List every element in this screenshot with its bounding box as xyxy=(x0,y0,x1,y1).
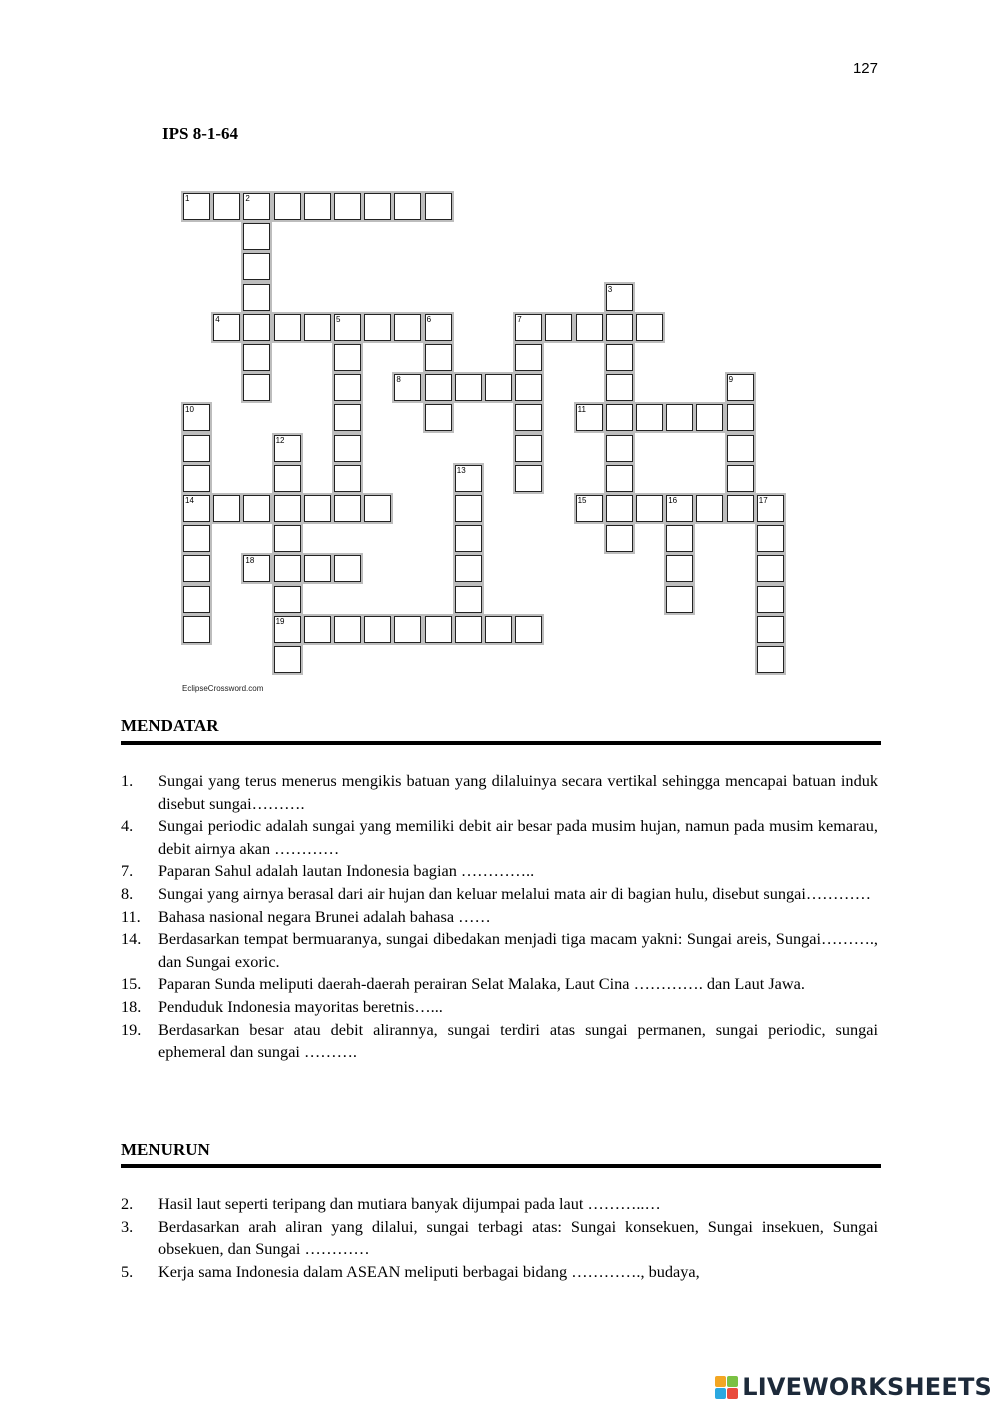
crossword-clue-number: 14 xyxy=(185,496,194,505)
clue-item xyxy=(121,883,878,906)
crossword-clue-number: 7 xyxy=(517,314,522,324)
crossword-cell[interactable] xyxy=(666,404,693,431)
crossword-cell[interactable] xyxy=(243,284,270,311)
crossword-cell[interactable] xyxy=(243,193,270,220)
crossword-cell[interactable] xyxy=(515,435,542,462)
crossword-cell[interactable] xyxy=(394,616,421,643)
crossword-cell[interactable] xyxy=(455,374,482,401)
crossword-clue-number: 6 xyxy=(426,314,432,324)
crossword-cell[interactable] xyxy=(213,193,240,220)
clue-number: 4. xyxy=(121,816,134,836)
crossword-cell[interactable] xyxy=(757,525,784,552)
crossword-cell[interactable] xyxy=(606,465,633,492)
crossword-clue-number: 16 xyxy=(668,496,678,505)
crossword-cell[interactable] xyxy=(576,495,603,522)
crossword-cell[interactable] xyxy=(757,616,784,643)
crossword-cell[interactable] xyxy=(213,314,240,341)
clue-number: 14. xyxy=(121,929,142,949)
crossword-clue-number: 11 xyxy=(577,405,586,415)
clue-item xyxy=(121,996,878,1019)
crossword-cell[interactable] xyxy=(757,495,784,522)
crossword-clue-number: 12 xyxy=(275,435,285,445)
clue-item xyxy=(121,1193,878,1216)
clue-number: 15. xyxy=(121,974,142,994)
crossword-cell[interactable] xyxy=(274,555,301,582)
crossword-cell[interactable] xyxy=(606,344,633,371)
clue-text: Bahasa nasional negara Brunei adalah bahasa …… xyxy=(158,906,491,926)
crossword-cell[interactable] xyxy=(304,314,331,341)
crossword-cell[interactable] xyxy=(455,586,482,613)
crossword-cell[interactable] xyxy=(364,616,391,643)
crossword-cell[interactable] xyxy=(183,465,210,492)
crossword-cell[interactable] xyxy=(515,374,542,401)
crossword-cell[interactable] xyxy=(243,555,270,582)
crossword-cell[interactable] xyxy=(425,374,452,401)
logo-square xyxy=(727,1388,738,1399)
crossword-cell[interactable] xyxy=(455,555,482,582)
crossword-cell[interactable] xyxy=(334,344,361,371)
crossword-cell[interactable] xyxy=(183,616,210,643)
clue-number: 7. xyxy=(121,861,134,881)
crossword-cell[interactable] xyxy=(334,374,361,401)
crossword-cell[interactable] xyxy=(213,495,240,522)
crossword-cell[interactable] xyxy=(274,435,301,462)
mendatar-heading: MENDATAR xyxy=(121,716,219,735)
crossword-cell[interactable] xyxy=(425,344,452,371)
crossword-cell[interactable] xyxy=(425,193,452,220)
clue-text: Berdasarkan tempat bermuaranya, sungai dibedakan menjadi tiga macam yakni: Sungai areis, Sungai………., dan Sungai exoric. xyxy=(158,929,878,971)
clue-text: Penduduk Indonesia mayoritas beretnis…... xyxy=(158,996,443,1016)
clue-text: Kerja sama Indonesia dalam ASEAN meliputi berbagai bidang …………., budaya, xyxy=(158,1261,700,1281)
crossword-cell[interactable] xyxy=(485,616,512,643)
page-number: 127 xyxy=(852,60,878,77)
crossword-cell[interactable] xyxy=(515,314,542,341)
crossword-clue-number: 1 xyxy=(185,194,190,203)
crossword-cell[interactable] xyxy=(606,284,633,311)
crossword-cell[interactable] xyxy=(183,525,210,552)
clue-number: 19. xyxy=(121,1019,142,1039)
clue-item xyxy=(121,815,878,860)
crossword-cell[interactable] xyxy=(243,253,270,280)
crossword-cell[interactable] xyxy=(425,616,452,643)
crossword-clue-number: 8 xyxy=(396,375,401,385)
crossword-cell[interactable] xyxy=(606,435,633,462)
crossword-cell[interactable] xyxy=(243,495,270,522)
clue-item xyxy=(121,973,878,996)
crossword-cell[interactable] xyxy=(576,404,603,431)
mendatar-clue-list xyxy=(121,770,878,1064)
crossword-cell[interactable] xyxy=(425,314,452,341)
crossword-cell[interactable] xyxy=(274,495,301,522)
crossword-cell[interactable] xyxy=(515,344,542,371)
clue-number: 3. xyxy=(121,1216,134,1236)
crossword-cell[interactable] xyxy=(727,435,754,462)
crossword-cell[interactable] xyxy=(304,616,331,643)
crossword-cell[interactable] xyxy=(334,555,361,582)
menurun-clue-list xyxy=(121,1193,878,1283)
clue-item xyxy=(121,860,878,883)
crossword-cell[interactable] xyxy=(485,374,512,401)
crossword-cell[interactable] xyxy=(515,404,542,431)
crossword-cell[interactable] xyxy=(334,314,361,341)
crossword-clue-number: 10 xyxy=(185,405,194,415)
crossword-cell[interactable] xyxy=(545,314,572,341)
crossword-cell[interactable] xyxy=(364,314,391,341)
crossword-cell[interactable] xyxy=(757,646,784,673)
crossword-credit: EclipseCrossword.com xyxy=(182,684,264,693)
crossword-cell[interactable] xyxy=(394,374,421,401)
document-code: IPS 8-1-64 xyxy=(162,124,239,143)
crossword-cell[interactable] xyxy=(304,555,331,582)
crossword-cell[interactable] xyxy=(727,465,754,492)
crossword-clue-number: 5 xyxy=(336,314,341,324)
crossword-cell[interactable] xyxy=(606,314,633,341)
crossword-cell[interactable] xyxy=(183,404,210,431)
clue-number: 5. xyxy=(121,1261,134,1281)
crossword-cell[interactable] xyxy=(727,495,754,522)
crossword-cell[interactable] xyxy=(666,495,693,522)
crossword-cell[interactable] xyxy=(666,586,693,613)
crossword-cell[interactable] xyxy=(243,374,270,401)
clue-text: Berdasarkan besar atau debit alirannya, sungai terdiri atas sungai permanen, sungai periodic, sungai ephemeral dan sungai ………. xyxy=(158,1019,878,1062)
crossword-cell[interactable] xyxy=(394,314,421,341)
logo-square xyxy=(727,1376,738,1387)
liveworksheets-logo-icon xyxy=(715,1376,738,1399)
crossword-cell[interactable] xyxy=(304,193,331,220)
crossword-cell[interactable] xyxy=(243,344,270,371)
clue-number: 1. xyxy=(121,771,134,790)
crossword-cell[interactable] xyxy=(636,314,663,341)
crossword-cell[interactable] xyxy=(576,314,603,341)
liveworksheets-logo-text: LIVEWORKSHEETS xyxy=(742,1373,992,1401)
clue-text: Sungai yang airnya berasal dari air hujan dan keluar melalui mata air di bagian hulu, disebut sungai………… xyxy=(158,883,872,903)
crossword-cell[interactable] xyxy=(455,616,482,643)
crossword-cell[interactable] xyxy=(274,646,301,673)
clue-number: 8. xyxy=(121,883,134,903)
mendatar-rule xyxy=(121,741,881,745)
crossword-cell[interactable] xyxy=(364,193,391,220)
crossword-cell[interactable] xyxy=(243,314,270,341)
crossword-cell[interactable] xyxy=(183,555,210,582)
crossword-cell[interactable] xyxy=(304,495,331,522)
crossword-cell[interactable] xyxy=(666,555,693,582)
crossword-clue-number: 4 xyxy=(215,314,220,324)
crossword-clue-number: 9 xyxy=(728,375,734,385)
crossword-cell[interactable] xyxy=(606,374,633,401)
crossword-cell[interactable] xyxy=(334,404,361,431)
crossword-cell[interactable] xyxy=(455,465,482,492)
crossword-cell[interactable] xyxy=(606,525,633,552)
clue-number: 11. xyxy=(121,906,141,926)
clue-item xyxy=(121,928,878,973)
clue-text: Sungai yang terus menerus mengikis batuan yang dilaluinya secara vertikal sehingga mencapai batuan induk disebut sungai………. xyxy=(158,771,878,813)
liveworksheets-logo[interactable] xyxy=(715,1373,992,1401)
crossword-cell[interactable] xyxy=(243,223,270,250)
crossword-cell[interactable] xyxy=(334,616,361,643)
crossword-cell[interactable] xyxy=(334,435,361,462)
crossword-cell[interactable] xyxy=(274,586,301,613)
crossword-cell[interactable] xyxy=(274,616,301,643)
crossword-cell[interactable] xyxy=(274,193,301,220)
logo-square xyxy=(715,1388,726,1399)
crossword-cell[interactable] xyxy=(666,525,693,552)
crossword-cell[interactable] xyxy=(696,495,723,522)
crossword-cell[interactable] xyxy=(455,495,482,522)
crossword-cell[interactable] xyxy=(636,404,663,431)
menurun-heading: MENURUN xyxy=(121,1140,210,1159)
clue-item xyxy=(121,1216,878,1261)
crossword-cell[interactable] xyxy=(727,374,754,401)
crossword-cell[interactable] xyxy=(334,193,361,220)
crossword-cell[interactable] xyxy=(183,586,210,613)
crossword-cell[interactable] xyxy=(606,495,633,522)
clue-item xyxy=(121,770,878,815)
crossword-cell[interactable] xyxy=(394,193,421,220)
logo-square xyxy=(715,1376,726,1387)
crossword-cell[interactable] xyxy=(274,465,301,492)
crossword-cell[interactable] xyxy=(183,435,210,462)
clue-item xyxy=(121,906,878,929)
crossword-cell[interactable] xyxy=(183,193,210,220)
crossword-cell[interactable] xyxy=(515,465,542,492)
crossword-cell[interactable] xyxy=(606,404,633,431)
crossword-cell[interactable] xyxy=(636,495,663,522)
clue-number: 18. xyxy=(121,996,142,1016)
crossword-cell[interactable] xyxy=(727,404,754,431)
crossword-cell[interactable] xyxy=(757,586,784,613)
crossword-clue-number: 13 xyxy=(456,465,466,475)
crossword-cell[interactable] xyxy=(455,525,482,552)
crossword-clue-number: 2 xyxy=(245,194,250,203)
crossword-clue-number: 15 xyxy=(577,496,587,505)
clue-item xyxy=(121,1019,878,1064)
clue-text: Paparan Sunda meliputi daerah-daerah perairan Selat Malaka, Laut Cina …………. dan Laut Jawa. xyxy=(158,974,805,994)
crossword-cell[interactable] xyxy=(274,525,301,552)
clue-text: Sungai periodic adalah sungai yang memiliki debit air besar pada musim hujan, namun pada musim kemarau, debit airnya akan ………… xyxy=(158,816,878,858)
crossword-clue-number: 19 xyxy=(275,616,285,626)
clue-number: 2. xyxy=(121,1194,134,1213)
crossword-cell[interactable] xyxy=(364,495,391,522)
clue-text: Hasil laut seperti teripang dan mutiara banyak dijumpai pada laut ………..… xyxy=(158,1194,661,1213)
crossword-cell[interactable] xyxy=(334,465,361,492)
crossword-cell[interactable] xyxy=(515,616,542,643)
crossword-cell[interactable] xyxy=(757,555,784,582)
crossword-cell[interactable] xyxy=(183,495,210,522)
menurun-rule xyxy=(121,1164,881,1168)
crossword-cell[interactable] xyxy=(334,495,361,522)
crossword-clue-number: 18 xyxy=(245,556,255,566)
crossword-cell[interactable] xyxy=(425,404,452,431)
crossword-cell[interactable] xyxy=(696,404,723,431)
crossword-clue-number: 17 xyxy=(758,496,768,505)
clue-item xyxy=(121,1261,878,1284)
crossword-cell[interactable] xyxy=(274,314,301,341)
clue-text: Berdasarkan arah aliran yang dilalui, sungai terbagi atas: Sungai konsekuen, Sungai insekuen, Sungai obsekuen, dan Sungai ………… xyxy=(158,1216,878,1259)
crossword-clue-number: 3 xyxy=(607,284,613,294)
clue-text: Paparan Sahul adalah lautan Indonesia bagian ………….. xyxy=(158,861,535,881)
